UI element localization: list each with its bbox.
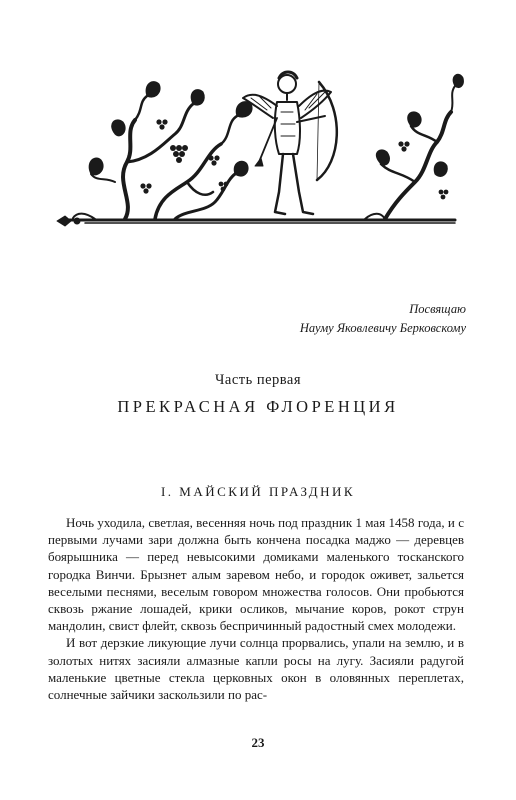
page-number: 23 (251, 735, 265, 750)
part-label: Часть первая (214, 372, 302, 388)
paragraph: Ночь уходила, светлая, весенняя ночь под праздник 1 мая 1458 года, и с первыми лучами зари должна быть кончена посадка маджо — деревцев боярышника — перед невысокими домиками маленького тосканского городка Винчи. Брызнет алым заревом небо, и городок оживет, зальется веселыми песнями, веселым говором множества голосов. Они пробьются сквозь ржание лошадей, крики осликов, мычание коров, рокот струн мандолин, свист флейт, сквозь беспричинный радостный смех молодежи. (48, 515, 464, 634)
cupid-vine-ornament-icon (55, 62, 465, 232)
chapter-title: I. МАЙСКИЙ ПРАЗДНИК (160, 484, 356, 499)
dedication-line-2: Науму Яковлевичу Берковскому (299, 321, 466, 335)
paragraph: И вот дерзкие ликующие лучи солнца прорвались, упали на землю, и в золотых нитях засияли алмазные капли росы на лугу. Засияли радугой маленькие цветные стекла церковных окон в оловянных переплетах, солнечные зайчики заскользили по рас- (48, 635, 464, 703)
dedication-line-1: Посвящаю (409, 302, 466, 316)
dedication (300, 300, 466, 338)
body-text (48, 514, 464, 703)
part-title: ПРЕКРАСНАЯ ФЛОРЕНЦИЯ (117, 397, 399, 416)
